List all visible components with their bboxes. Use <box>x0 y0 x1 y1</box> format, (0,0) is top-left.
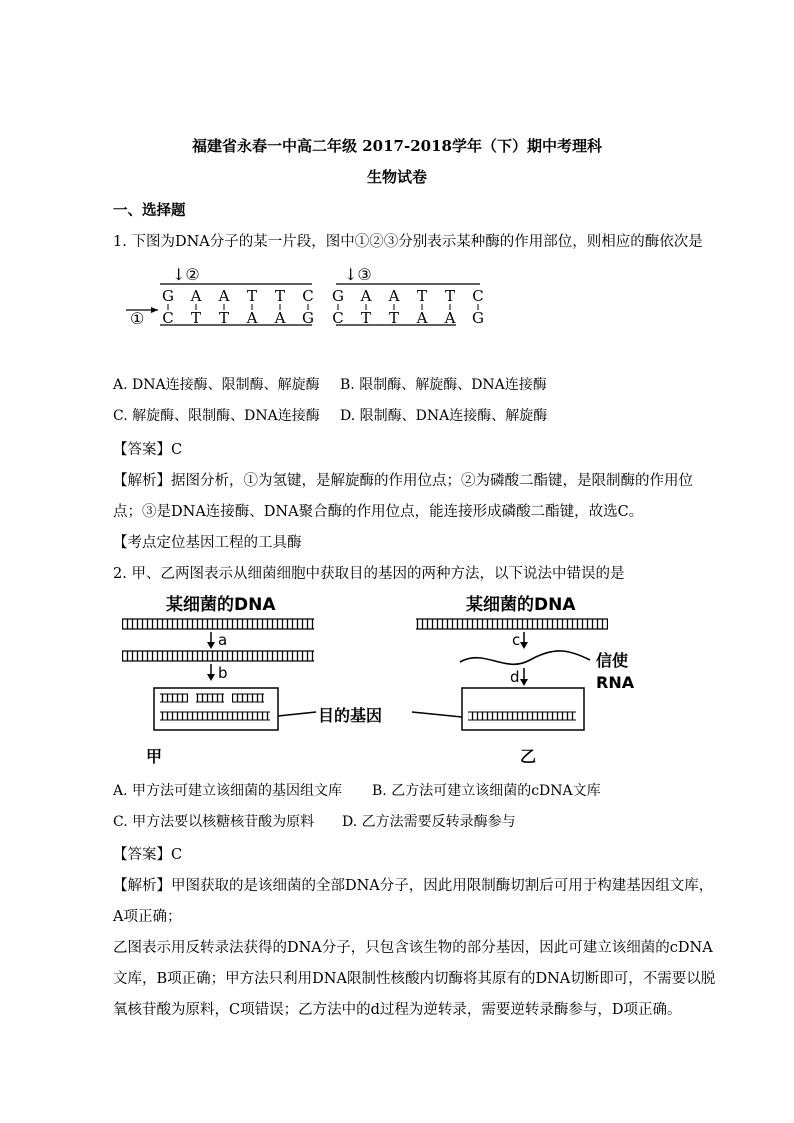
q1-right-bases <box>332 287 484 327</box>
q2-mrna-label-2: RNA <box>596 673 635 692</box>
q1-left-bases-top-base: A <box>190 287 202 305</box>
q2-right-caption: 乙 <box>520 747 537 766</box>
q1-analysis-line-1: 【解析】据图分析，①为氢键，是解旋酶的作用位点；②为磷酸二酯键，是限制酶的作用位 <box>113 473 693 489</box>
q2-analysis-line-5: 氧核苷酸为原料，C项错误；乙方法中的d过程为逆转录，需要逆转录酶参与，D项正确。 <box>113 1002 682 1018</box>
q1-label-3: ↓③ <box>344 265 372 284</box>
q2-option-c: C. 甲方法要以核糖核苷酸为原料 <box>113 814 315 830</box>
q1-dna-figure <box>120 262 490 334</box>
q2-answer: 【答案】C <box>113 847 183 863</box>
q2-stem: 2. 甲、乙两图表示从细菌细胞中获取目的基因的两种方法，以下说法中错误的是 <box>113 566 625 582</box>
q1-right-bases-bottom-base: A <box>416 309 428 327</box>
q1-right-bases-top-base: G <box>332 287 344 305</box>
q1-right-bases-top-base: C <box>472 287 484 305</box>
q1-right-bases-top-base: T <box>416 287 428 305</box>
q1-label-2: ↓② <box>172 265 200 284</box>
q1-left-bases-top-base: A <box>218 287 230 305</box>
q1-answer: 【答案】C <box>113 442 183 458</box>
q2-left-dna-2 <box>122 651 314 661</box>
q1-right-bases-top-base: A <box>388 287 400 305</box>
q2-analysis-line-3: 乙图表示用反转录法获得的DNA分子，只包含该生物的部分基因，因此可建立该细菌的cDNA <box>113 940 713 956</box>
q2-left-dna-1 <box>122 619 314 629</box>
q2-option-b: B. 乙方法可建立该细菌的cDNA文库 <box>372 783 601 799</box>
document-title: 福建省永春一中高二年级 2017-2018学年（下）期中考理科 <box>192 137 602 155</box>
q2-step-c: c <box>512 631 521 649</box>
q1-right-bases-top-base: A <box>360 287 372 305</box>
q2-target-pointer-left <box>278 712 316 716</box>
q1-left-bases-bottom-base: A <box>246 309 258 327</box>
q1-left-bases-bottom-base: T <box>218 309 230 327</box>
q1-label-1: ① <box>130 309 145 328</box>
q1-left-bases-top-base: G <box>162 287 174 305</box>
q1-left-bases-top-base: C <box>302 287 314 305</box>
q2-left-caption: 甲 <box>146 747 163 766</box>
q2-left-title: 某细菌的DNA <box>166 595 276 615</box>
q1-analysis-line-2: 点；③是DNA连接酶、DNA聚合酶的作用位点，能连接形成磷酸二酯键，故选C。 <box>113 504 644 520</box>
q2-analysis-line-4: 文库，B项正确；甲方法只利用DNA限制性核酸内切酶将其原有的DNA切断即可，不需要以脱 <box>113 971 716 987</box>
q1-stem: 1. 下图为DNA分子的某一片段，图中①②③分别表示某种酶的作用部位，则相应的酶依次是 <box>113 234 703 250</box>
q1-arrow-head <box>151 307 158 313</box>
q1-option-c: C. 解旋酶、限制酶、DNA连接酶 <box>113 408 320 424</box>
q2-right-box <box>462 688 584 730</box>
q2-mrna-label-1: 信使 <box>596 651 629 670</box>
q1-option-d: D. 限制酶、DNA连接酶、解旋酶 <box>340 408 548 424</box>
q1-left-bases-bottom-base: A <box>274 309 286 327</box>
q1-right-bases-bottom-base: T <box>388 309 400 327</box>
q1-option-b: B. 限制酶、解旋酶、DNA连接酶 <box>340 377 547 393</box>
q1-option-a: A. DNA连接酶、限制酶、解旋酶 <box>113 377 320 393</box>
q2-target-pointer-right <box>412 712 462 717</box>
q1-left-bases-top-base: T <box>274 287 286 305</box>
q1-left-bases-bottom-base: C <box>162 309 174 327</box>
q1-right-bases-bottom-base: A <box>444 309 456 327</box>
q2-analysis-line-1: 【解析】甲图获取的是该细菌的全部DNA分子，因此用限制酶切割后可用于构建基因组文库， <box>113 878 714 894</box>
q2-figure <box>110 588 670 766</box>
q1-left-bases-top-base: T <box>246 287 258 305</box>
q2-analysis-line-2: A项正确； <box>113 909 182 925</box>
q2-step-a: a <box>218 631 228 649</box>
q1-right-bases-bottom-base: T <box>360 309 372 327</box>
q1-right-bases-top-base: T <box>444 287 456 305</box>
section-heading: 一、选择题 <box>113 202 186 219</box>
q1-left-bases-bottom-base: T <box>190 309 202 327</box>
q2-right-dna <box>416 619 608 629</box>
q2-target-gene-label: 目的基因 <box>318 706 383 725</box>
q1-left-bases-bottom-base: G <box>302 309 314 327</box>
q2-mrna-strand <box>460 651 590 664</box>
q1-knowledge-point: 【考点定位基因工程的工具酶 <box>113 535 302 551</box>
q1-left-bases <box>162 287 314 327</box>
q2-right-cdna <box>468 712 576 720</box>
q2-step-d: d <box>510 668 520 686</box>
q2-left-fragments <box>160 694 270 720</box>
q2-right-title: 某细菌的DNA <box>466 595 576 615</box>
q1-right-bases-bottom-base: C <box>332 309 344 327</box>
q2-option-d: D. 乙方法需要反转录酶参与 <box>342 814 516 830</box>
q1-right-bases-bottom-base: G <box>472 309 484 327</box>
document-subtitle: 生物试卷 <box>366 168 427 186</box>
q2-step-b: b <box>218 664 228 682</box>
q2-option-a: A. 甲方法可建立该细菌的基因组文库 <box>113 783 343 799</box>
